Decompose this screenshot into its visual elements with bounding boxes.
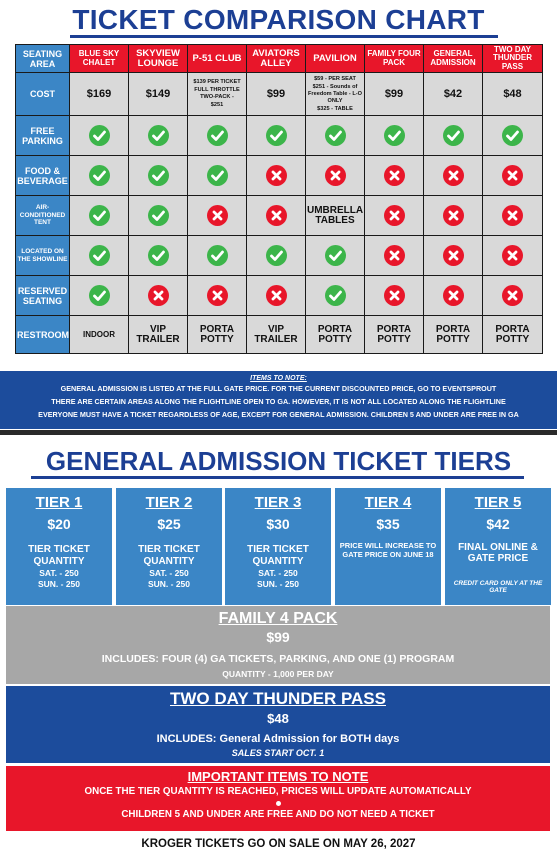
text-cell: PORTA POTTY bbox=[483, 316, 543, 354]
not-included-cell bbox=[483, 236, 543, 276]
included-cell bbox=[70, 236, 129, 276]
x-circle-icon bbox=[266, 165, 287, 186]
text-cell: VIP TRAILER bbox=[247, 316, 306, 354]
check-circle-icon bbox=[89, 245, 110, 266]
x-circle-icon bbox=[384, 245, 405, 266]
cost-cell: $48 bbox=[483, 73, 543, 116]
column-header: P-51 CLUB bbox=[188, 45, 247, 73]
x-circle-icon bbox=[266, 285, 287, 306]
check-circle-icon bbox=[266, 245, 287, 266]
thunder-pass-includes: INCLUDES: General Admission for BOTH days bbox=[156, 733, 400, 745]
not-included-cell bbox=[483, 156, 543, 196]
cost-detail-line: $251 bbox=[210, 102, 224, 108]
table-row bbox=[16, 73, 543, 116]
check-circle-icon bbox=[89, 285, 110, 306]
note-line: GENERAL ADMISSION IS LISTED AT THE FULL GATE PRICE. FOR THE CURRENT DISCOUNTED PRICE, GO TO EVENTSPROUT bbox=[60, 384, 497, 393]
important-notes-panel bbox=[6, 766, 550, 831]
not-included-cell bbox=[365, 276, 424, 316]
family-pack-price: $99 bbox=[266, 629, 290, 645]
x-circle-icon bbox=[502, 205, 523, 226]
text-cell: PORTA POTTY bbox=[365, 316, 424, 354]
table-row bbox=[16, 236, 543, 276]
row-header: RESTROOM bbox=[16, 316, 70, 354]
row-header: LOCATED ON THE SHOWLINE bbox=[16, 236, 70, 276]
family-pack-heading: FAMILY 4 PACK bbox=[218, 610, 338, 627]
column-header: SKYVIEW LOUNGE bbox=[129, 45, 188, 73]
not-included-cell bbox=[247, 276, 306, 316]
tier-price: $30 bbox=[266, 516, 290, 532]
family-4-pack-panel bbox=[6, 606, 550, 684]
tier-credit-card-note: CREDIT CARD ONLY AT THE GATE bbox=[453, 580, 543, 594]
tier-sat-quantity: SAT. - 250 bbox=[258, 568, 298, 578]
table-row bbox=[16, 196, 543, 236]
two-day-thunder-pass-panel bbox=[6, 686, 550, 763]
included-cell bbox=[129, 196, 188, 236]
not-included-cell bbox=[365, 156, 424, 196]
ga-title-underline bbox=[31, 476, 524, 479]
table-row bbox=[16, 156, 543, 196]
included-cell bbox=[365, 116, 424, 156]
family-pack-quantity: QUANTITY - 1,000 PER DAY bbox=[222, 669, 334, 679]
not-included-cell bbox=[424, 156, 483, 196]
column-header: TWO DAY THUNDER PASS bbox=[483, 45, 543, 73]
row-header: FOOD & BEVERAGE bbox=[16, 156, 70, 196]
x-circle-icon bbox=[502, 245, 523, 266]
not-included-cell bbox=[483, 196, 543, 236]
tier-3-card bbox=[225, 488, 331, 605]
included-cell bbox=[70, 276, 129, 316]
tier-sat-quantity: SAT. - 250 bbox=[39, 568, 79, 578]
cost-cell: $99 bbox=[247, 73, 306, 116]
title-underline bbox=[70, 35, 498, 38]
family-pack-includes: INCLUDES: FOUR (4) GA TICKETS, PARKING, AND ONE (1) PROGRAM bbox=[101, 653, 455, 665]
cost-detail-line: FULL THROTTLE TWO-PACK - bbox=[194, 87, 240, 100]
included-cell bbox=[306, 116, 365, 156]
x-circle-icon bbox=[207, 285, 228, 306]
included-cell bbox=[188, 236, 247, 276]
text-cell: PORTA POTTY bbox=[306, 316, 365, 354]
text-cell: INDOOR bbox=[70, 316, 129, 354]
check-circle-icon bbox=[148, 165, 169, 186]
included-cell bbox=[306, 276, 365, 316]
cost-cell: $99 bbox=[365, 73, 424, 116]
included-cell bbox=[306, 236, 365, 276]
tier-sun-quantity: SUN. - 250 bbox=[256, 579, 300, 589]
x-circle-icon bbox=[443, 205, 464, 226]
thunder-pass-heading: TWO DAY THUNDER PASS bbox=[170, 689, 386, 708]
text-cell: VIP TRAILER bbox=[129, 316, 188, 354]
cost-detail-line: $59 - PER SEAT bbox=[314, 75, 356, 82]
not-included-cell bbox=[424, 196, 483, 236]
tier-quantity-label: TIER TICKET QUANTITY bbox=[138, 544, 200, 567]
cost-detail-cell bbox=[306, 73, 365, 116]
included-cell bbox=[70, 196, 129, 236]
cost-cell: $169 bbox=[70, 73, 129, 116]
ticket-comparison-table bbox=[15, 44, 543, 354]
row-header: AIR-CONDITIONED TENT bbox=[16, 196, 70, 236]
included-cell bbox=[70, 156, 129, 196]
included-cell bbox=[129, 116, 188, 156]
check-circle-icon bbox=[266, 125, 287, 146]
tier-price: $20 bbox=[47, 516, 71, 532]
tier-5-card bbox=[445, 488, 551, 605]
tier-name: TIER 2 bbox=[145, 494, 193, 511]
row-header: FREE PARKING bbox=[16, 116, 70, 156]
included-cell bbox=[247, 236, 306, 276]
not-included-cell bbox=[424, 276, 483, 316]
included-cell bbox=[188, 116, 247, 156]
cost-cell: $149 bbox=[129, 73, 188, 116]
x-circle-icon bbox=[325, 165, 346, 186]
x-circle-icon bbox=[502, 165, 523, 186]
column-header: PAVILION bbox=[306, 45, 365, 73]
note-line: THERE ARE CERTAIN AREAS ALONG THE FLIGHTLINE OPEN TO GA. HOWEVER, IT IS NOT ALL LOCATED ALONG THE FLIGHTLINE bbox=[51, 397, 506, 406]
tier-quantity-label: TIER TICKET QUANTITY bbox=[247, 544, 309, 567]
included-cell bbox=[424, 116, 483, 156]
thunder-pass-sales-start: SALES START OCT. 1 bbox=[231, 748, 325, 758]
row-header: RESERVED SEATING bbox=[16, 276, 70, 316]
x-circle-icon bbox=[266, 205, 287, 226]
x-circle-icon bbox=[384, 285, 405, 306]
check-circle-icon bbox=[207, 165, 228, 186]
cost-detail-cell bbox=[188, 73, 247, 116]
x-circle-icon bbox=[384, 205, 405, 226]
x-circle-icon bbox=[148, 285, 169, 306]
items-to-note-heading: ITEMS TO NOTE: bbox=[250, 375, 307, 382]
row-header: COST bbox=[16, 73, 70, 116]
bullet-dot bbox=[276, 801, 281, 806]
included-cell bbox=[188, 156, 247, 196]
x-circle-icon bbox=[443, 165, 464, 186]
tier-name: TIER 1 bbox=[35, 494, 83, 511]
tier-1-card bbox=[6, 488, 112, 605]
thunder-pass-price: $48 bbox=[267, 711, 289, 726]
text-cell: PORTA POTTY bbox=[188, 316, 247, 354]
check-circle-icon bbox=[148, 245, 169, 266]
tier-name: TIER 3 bbox=[254, 494, 302, 511]
check-circle-icon bbox=[207, 245, 228, 266]
not-included-cell bbox=[188, 196, 247, 236]
cost-detail-line: $139 PER TICKET bbox=[193, 79, 241, 85]
seating-area-header: SEATING AREA bbox=[16, 45, 70, 73]
not-included-cell bbox=[129, 276, 188, 316]
x-circle-icon bbox=[207, 205, 228, 226]
x-circle-icon bbox=[443, 245, 464, 266]
not-included-cell bbox=[306, 156, 365, 196]
note-line: EVERYONE MUST HAVE A TICKET REGARDLESS OF AGE, EXCEPT FOR GENERAL ADMISSION. CHILDREN 5 AND UNDER ARE FREE IN GA bbox=[38, 410, 519, 419]
tier-final-price-note: FINAL ONLINE & GATE PRICE bbox=[458, 542, 538, 564]
tier-2-card bbox=[116, 488, 222, 605]
table-header-row bbox=[16, 45, 543, 73]
divider-bar bbox=[0, 430, 557, 435]
x-circle-icon bbox=[384, 165, 405, 186]
not-included-cell bbox=[247, 196, 306, 236]
kroger-sale-footer: KROGER TICKETS GO ON SALE ON MAY 26, 2027 bbox=[141, 838, 416, 850]
column-header: BLUE SKY CHALET bbox=[70, 45, 129, 73]
included-cell bbox=[483, 116, 543, 156]
table-row bbox=[16, 116, 543, 156]
included-cell bbox=[247, 116, 306, 156]
text-cell: UMBRELLA TABLES bbox=[306, 196, 365, 236]
ga-tiers-title: GENERAL ADMISSION TICKET TIERS bbox=[45, 446, 512, 476]
check-circle-icon bbox=[325, 125, 346, 146]
check-circle-icon bbox=[207, 125, 228, 146]
page-title: TICKET COMPARISON CHART bbox=[72, 4, 485, 35]
check-circle-icon bbox=[89, 165, 110, 186]
not-included-cell bbox=[247, 156, 306, 196]
tier-sun-quantity: SUN. - 250 bbox=[147, 579, 191, 589]
important-line: CHILDREN 5 AND UNDER ARE FREE AND DO NOT NEED A TICKET bbox=[121, 809, 435, 820]
not-included-cell bbox=[365, 236, 424, 276]
check-circle-icon bbox=[89, 205, 110, 226]
table-row bbox=[16, 316, 543, 354]
tier-price: $42 bbox=[486, 516, 510, 532]
text-cell: PORTA POTTY bbox=[424, 316, 483, 354]
tier-name: TIER 4 bbox=[364, 494, 412, 511]
included-cell bbox=[129, 156, 188, 196]
tier-4-card bbox=[335, 488, 441, 605]
check-circle-icon bbox=[502, 125, 523, 146]
x-circle-icon bbox=[502, 285, 523, 306]
tier-price: $35 bbox=[376, 516, 400, 532]
check-circle-icon bbox=[89, 125, 110, 146]
tier-sat-quantity: SAT. - 250 bbox=[149, 568, 189, 578]
not-included-cell bbox=[483, 276, 543, 316]
check-circle-icon bbox=[384, 125, 405, 146]
not-included-cell bbox=[424, 236, 483, 276]
check-circle-icon bbox=[325, 285, 346, 306]
table-row bbox=[16, 276, 543, 316]
column-header: GENERAL ADMISSION bbox=[424, 45, 483, 73]
tier-name: TIER 5 bbox=[474, 494, 522, 511]
items-to-note-banner bbox=[0, 371, 557, 429]
x-circle-icon bbox=[443, 285, 464, 306]
column-header: FAMILY FOUR PACK bbox=[365, 45, 424, 73]
check-circle-icon bbox=[148, 205, 169, 226]
included-cell bbox=[70, 116, 129, 156]
check-circle-icon bbox=[443, 125, 464, 146]
check-circle-icon bbox=[148, 125, 169, 146]
tier-sun-quantity: SUN. - 250 bbox=[37, 579, 81, 589]
column-header: AVIATORS ALLEY bbox=[247, 45, 306, 73]
cost-detail-line: $251 - Sounds of Freedom Table - L-O ONLY bbox=[308, 83, 362, 104]
tier-price-note: PRICE WILL INCREASE TO GATE PRICE ON JUNE 18 bbox=[339, 541, 437, 559]
not-included-cell bbox=[188, 276, 247, 316]
not-included-cell bbox=[365, 196, 424, 236]
tier-price: $25 bbox=[157, 516, 181, 532]
important-heading: IMPORTANT ITEMS TO NOTE bbox=[187, 769, 369, 784]
included-cell bbox=[129, 236, 188, 276]
check-circle-icon bbox=[325, 245, 346, 266]
important-line: ONCE THE TIER QUANTITY IS REACHED, PRICES WILL UPDATE AUTOMATICALLY bbox=[84, 786, 472, 797]
cost-cell: $42 bbox=[424, 73, 483, 116]
tier-quantity-label: TIER TICKET QUANTITY bbox=[28, 544, 90, 567]
cost-detail-line: $325 - TABLE bbox=[317, 105, 353, 112]
